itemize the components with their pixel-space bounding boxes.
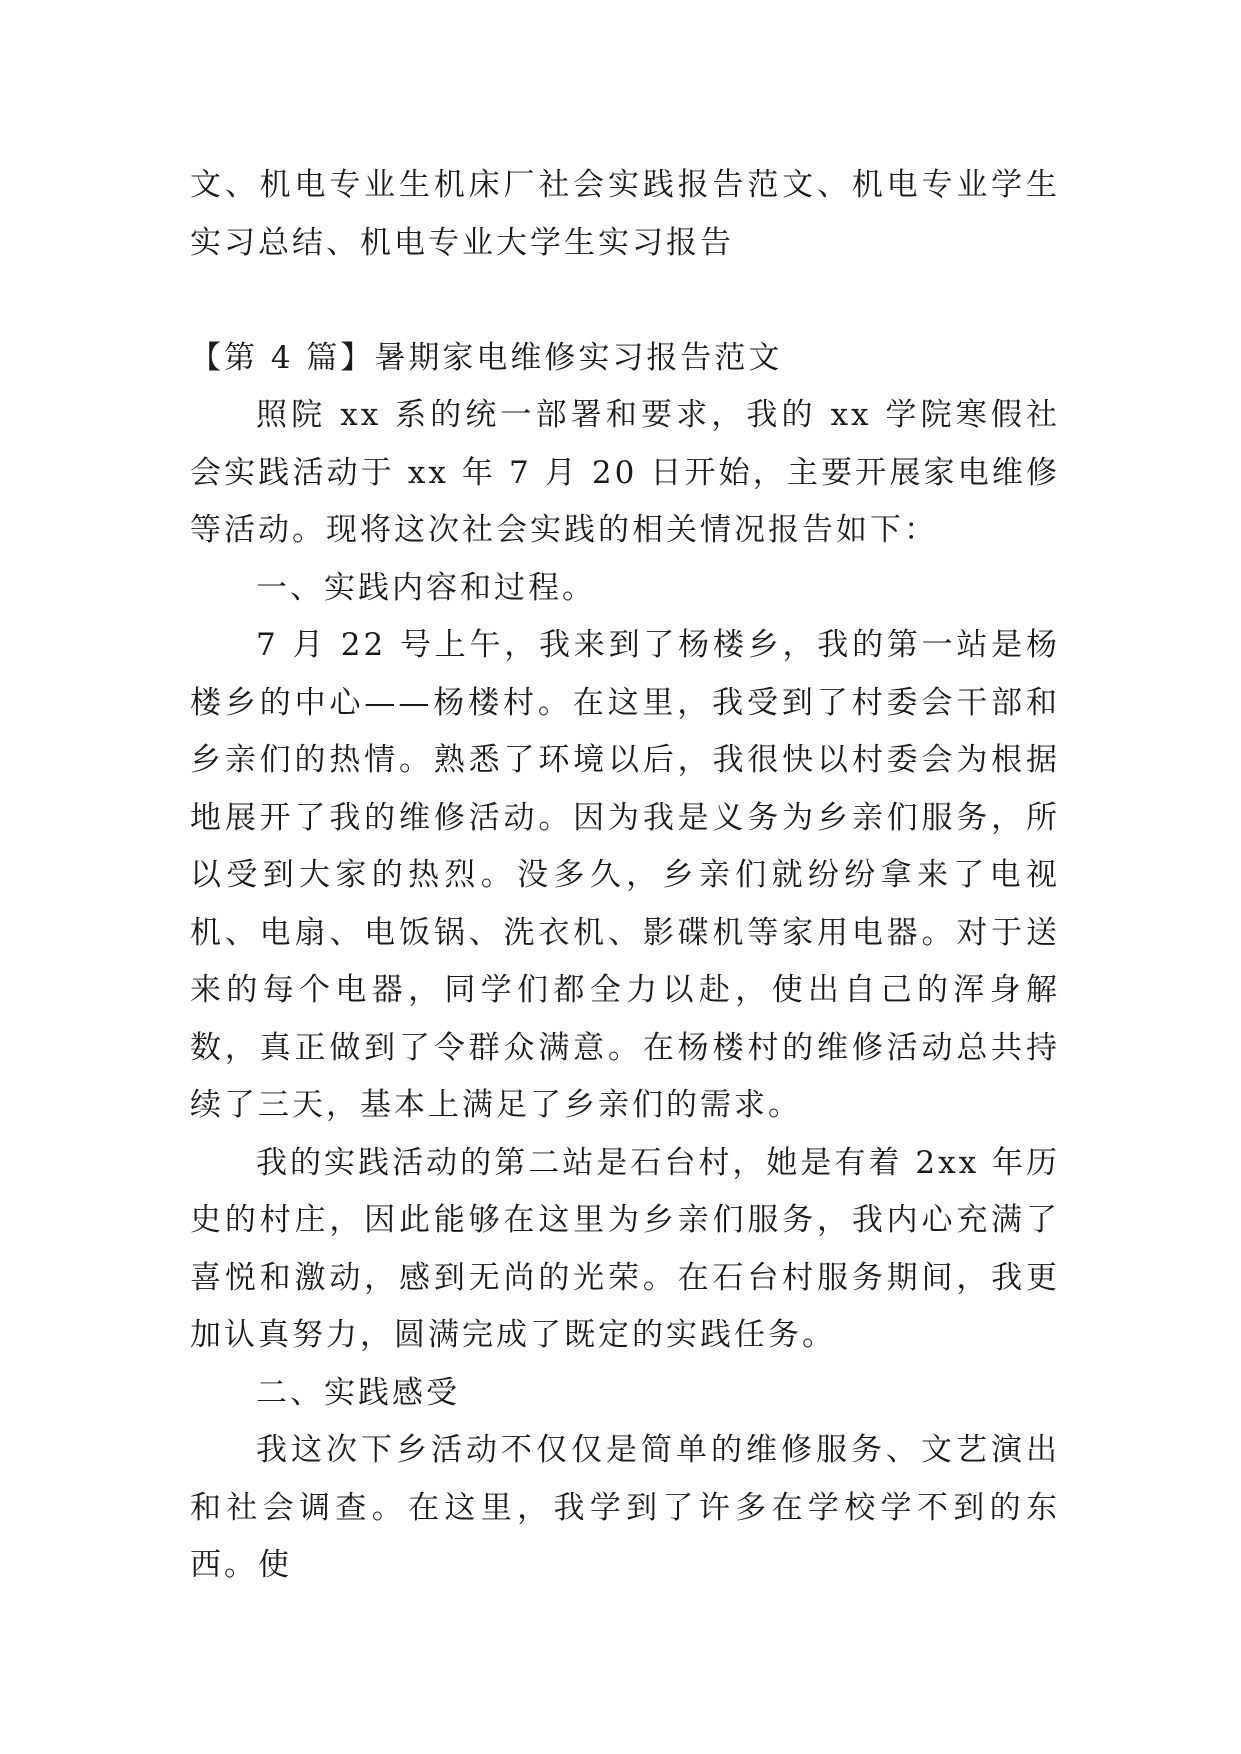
intro-continuation: 文、机电专业生机床厂社会实践报告范文、机电专业学生实习总结、机电专业大学生实习报告 — [190, 167, 1060, 261]
section-heading-1: 一、实践内容和过程。 — [256, 569, 596, 606]
section-heading-2: 二、实践感受 — [256, 1374, 460, 1411]
paragraph-second-stop: 我的实践活动的第二站是石台村，她是有着 2xx 年历史的村庄，因此能够在这里为乡亲们服务，我内心充满了喜悦和激动，感到无尚的光荣。在石台村服务期间，我更加认真努力，圆满完成了既定的实践任务。 — [190, 1144, 1060, 1353]
paragraph-first-stop: 7 月 22 号上午，我来到了杨楼乡，我的第一站是杨楼乡的中心——杨楼村。在这里，我受到了村委会干部和乡亲们的热情。熟悉了环境以后，我很快以村委会为根据地展开了我的维修活动。因为我是义务为乡亲们服务，所以受到大家的热烈。没多久，乡亲们就纷纷拿来了电视机、电扇、电饭锅、洗衣机、影碟机等家用电器。对于送来的每个电器，同学们都全力以赴，使出自己的浑身解数，真正做到了令群众满意。在杨楼村的维修活动总共持续了三天，基本上满足了乡亲们的需求。 — [190, 627, 1060, 1123]
blank-line — [190, 272, 1060, 330]
document-body — [190, 157, 1060, 1595]
paragraph-feelings: 我这次下乡活动不仅仅是简单的维修服务、文艺演出和社会调查。在这里，我学到了许多在学校学不到的东西。使 — [190, 1432, 1060, 1583]
paragraph-intro: 照院 xx 系的统一部署和要求，我的 xx 学院寒假社会实践活动于 xx 年 7 月 20 日开始，主要开展家电维修等活动。现将这次社会实践的相关情况报告如下： — [190, 397, 1060, 548]
article-heading: 【第 4 篇】暑期家电维修实习报告范文 — [190, 339, 783, 376]
